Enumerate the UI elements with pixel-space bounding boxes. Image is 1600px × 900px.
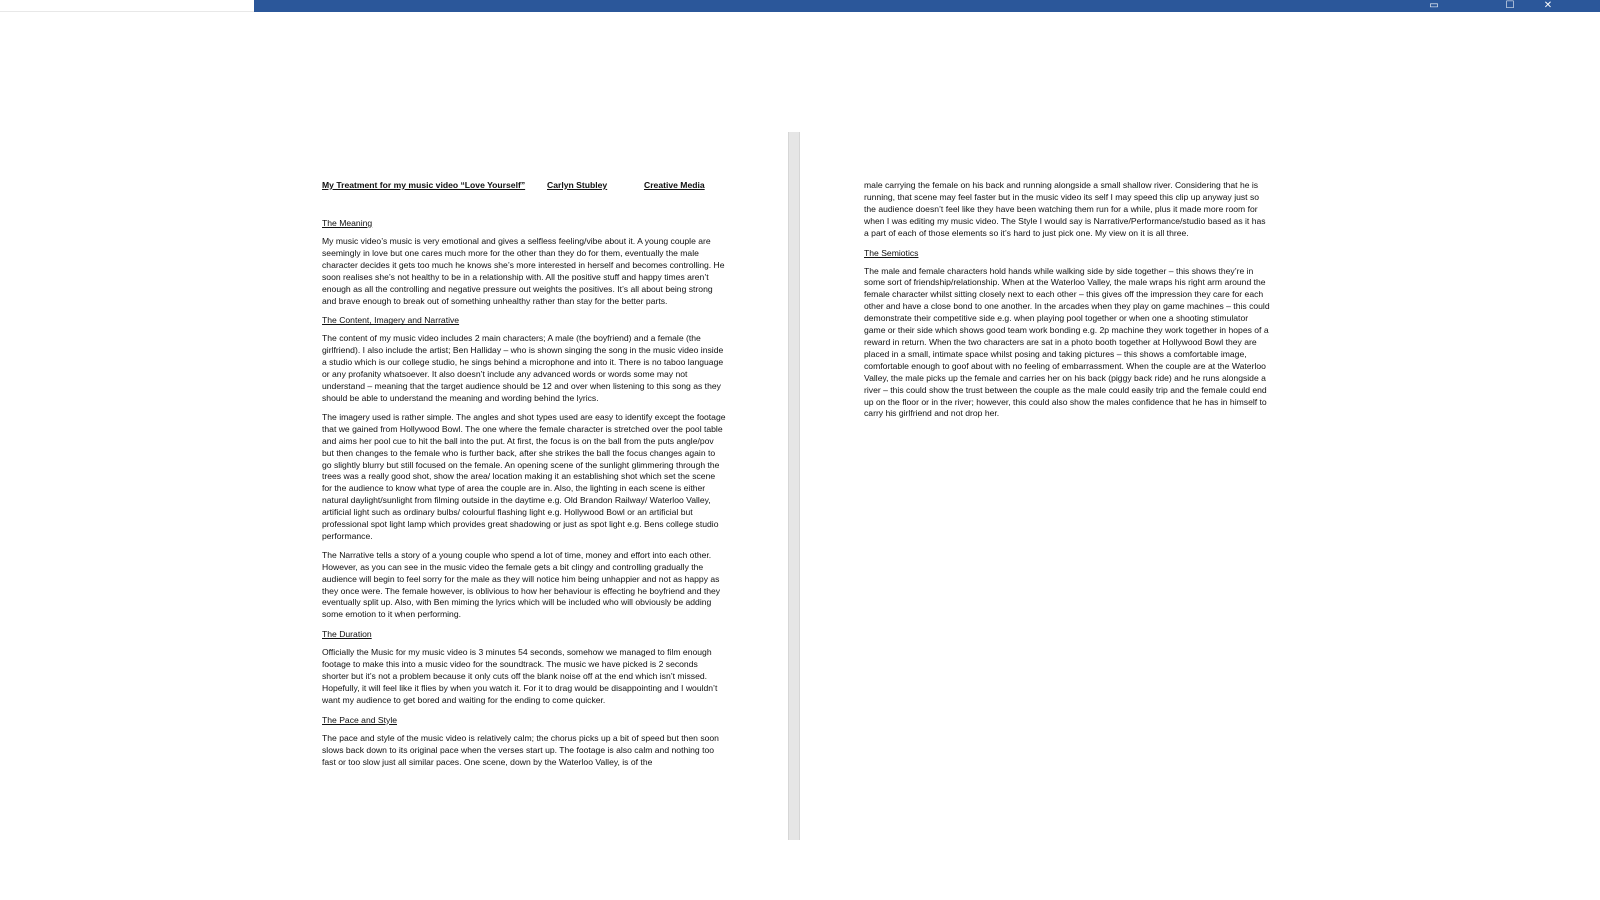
section-heading-meaning: The Meaning	[322, 218, 373, 228]
section-heading-pace-style: The Pace and Style	[322, 714, 398, 725]
paragraph: The imagery used is rather simple. The angles and shot types used are easy to identify except the footage that we gained from Hollywood Bowl. The one where the female character is stretched over the pool table and aims her pool cue to hit the ball into the put. At first, the focus is on the ball from the puts angle/pov but then changes to the female who is further back, after she strikes the ball the focus changes again to go slightly blurry but still focused on the female. An opening scene of the sunlight glimmering through the trees was a really good shot, show the area/ location making it an establishing shot which set the scene for the audience to know what type of area the couple are in. Also, the lighting in each scene is either natural daylight/sunlight from filming outside in the daytime e.g. Old Brandon Railway/ Waterloo Valley, artificial light such as ordinary bulbs/ colourful flashing light e.g. Hollywood Bowl or an artificial but professional spot light lamp which provides great shadowing or just as spot light e.g. Bens college studio performance.	[322, 411, 726, 541]
paragraph: Officially the Music for my music video is 3 minutes 54 seconds, somehow we managed to film enough footage to make this into a music video for the soundtrack. The music we have picked is 2 seconds shorter but it’s not a problem because it only cuts off the blank noise off at the end which isn’t missed. Hopefully, it will feel like it flies by when you watch it. For it to drag would be disappointing and I wouldn’t want my audience to get bored and waiting for the ending to come quicker.	[322, 647, 718, 705]
document-header	[322, 180, 726, 192]
paragraph: male carrying the female on his back and running alongside a small shallow river. Considering that he is running, that scene may feel faster but in the music video its self I may speed this clip up anyway just so the audience doesn’t feel like they have been watching them run for a while, plus it made more room for when I was editing my music video. The Style I would say is Narrative/Performance/studio based as it has a part of each of those elements so it’s hard to just pick one. My view on it is all three.	[864, 180, 1266, 238]
document-author: Carlyn Stubley	[547, 180, 608, 190]
paragraph: The male and female characters hold hands while walking side by side together – this shows they’re in some sort of friendship/relationship. When at the Waterloo Valley, the male wraps his right arm around the female character whilst sitting closely next to each other – this gives off the impression they care for each other and have a close bond to one another. In the arcades when they play on game machines – this could demonstrate their competitive side e.g. when playing pool together or when one a shooting stimulator game or their side which shows good team work bonding e.g. 2p machine they work together in hopes of a reward in return. When the two characters are sat in a photo booth together at Hollywood Bowl they are placed in a small, intimate space whilst posing and taking pictures – this shows a comfortable image, comfortable enough to goof about with no feeling of embarrassment. When the couple are at the Waterloo Valley, the male picks up the female and carries her on his back (piggy back ride) and he runs alongside a river – this could show the trust between the couple as the male could easily trip and the female could end up on the floor or in the river; however, this could also show the males confidence that he has in himself to carry his girlfriend and not drop her.	[864, 265, 1270, 419]
title-bar	[254, 0, 1600, 12]
document-page-1[interactable]	[322, 180, 726, 776]
app-left-strip	[0, 0, 254, 12]
close-button[interactable]: ✕	[1543, 0, 1553, 11]
paragraph: The content of my music video includes 2 main characters; A male (the boyfriend) and a female (the girlfriend). I also include the artist; Ben Halliday – who is shown singing the song in the music video inside a studio which is our college studio, he sings behind a microphone and into it. There is no taboo language or any profanity whatsoever. It also doesn’t include any advanced words or words some may not understand – meaning that the target audience should be 12 and over when listening to this song as they should be able to understand the meaning and wording behind the lyrics.	[322, 333, 724, 403]
restore-button[interactable]: ▭	[1429, 0, 1439, 11]
section-heading-duration: The Duration	[322, 629, 372, 640]
maximize-button[interactable]: ☐	[1505, 0, 1515, 11]
section-heading-content: The Content, Imagery and Narrative	[322, 315, 460, 326]
paragraph: My music video’s music is very emotional and gives a selfless feeling/vibe about it. A young couple are seemingly in love but one cares much more for the other than they do for them, eventually the male character decides it gets too much he knows she’s more interested in herself and becomes controlling. He soon realises she’s not healthy to be in a relationship with. All the positive stuff and happy times aren’t enough as all the controlling and negative pressure out weights the positives. It’s all about being strong and brave enough to break out of something unhealthy rather than stay for the better parts.	[322, 236, 725, 306]
document-title: My Treatment for my music video “Love Yourself”	[322, 180, 526, 190]
page-divider	[788, 132, 800, 840]
section-heading-semiotics: The Semiotics	[864, 247, 919, 258]
paragraph: The Narrative tells a story of a young couple who spend a lot of time, money and effort into each other. However, as you can see in the music video the female gets a bit clingy and controlling gradually the audience will begin to feel sorry for the male as they will notice him being unhappier and not as happy as they once were. The female however, is oblivious to how her behaviour is effecting he boyfriend and they eventually split up. Also, with Ben miming the lyrics which will be included who will obviously be adding some emotion to it when performing.	[322, 549, 721, 620]
paragraph: The pace and style of the music video is relatively calm; the chorus picks up a bit of speed but then soon slows back down to its original pace when the verses start up. The footage is also calm and nothing too fast or too slow just all similar paces. One scene, down by the Waterloo Valley, is of the	[322, 732, 719, 767]
document-page-2[interactable]	[864, 180, 1270, 427]
document-course: Creative Media	[644, 180, 705, 190]
